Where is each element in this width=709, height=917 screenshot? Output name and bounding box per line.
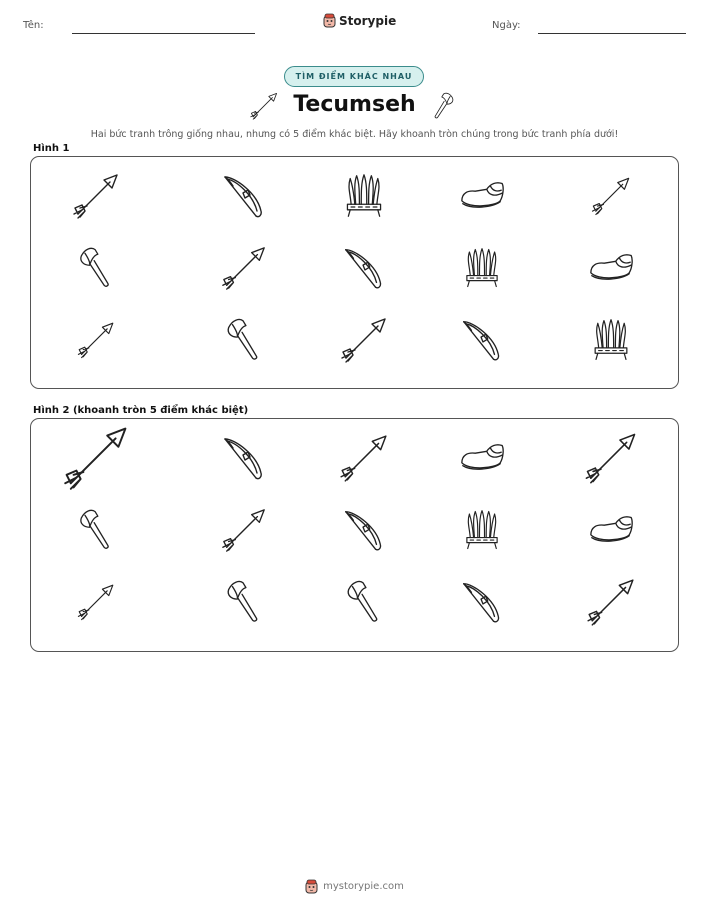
- headdress-icon[interactable]: [461, 247, 503, 289]
- bow-icon[interactable]: [219, 433, 269, 483]
- date-line[interactable]: [538, 33, 686, 34]
- arrow-icon[interactable]: [71, 171, 121, 221]
- bow-icon[interactable]: [458, 316, 506, 364]
- moccasin-icon[interactable]: [587, 506, 635, 554]
- title-axe-icon: [428, 91, 458, 121]
- arrow-icon[interactable]: [76, 320, 116, 360]
- brand-logo: [323, 13, 396, 28]
- headdress-icon[interactable]: [589, 318, 633, 362]
- arrow-icon[interactable]: [339, 315, 389, 365]
- arrow-icon[interactable]: [76, 582, 116, 622]
- picture1-label: Hình 1: [33, 143, 70, 154]
- arrow-icon[interactable]: [220, 244, 268, 292]
- footer: [0, 879, 709, 894]
- axe-icon[interactable]: [340, 578, 388, 626]
- headdress-icon[interactable]: [341, 173, 387, 219]
- arrow-icon[interactable]: [220, 506, 268, 554]
- storypie-mascot-icon: [305, 879, 318, 894]
- moccasin-icon[interactable]: [458, 172, 506, 220]
- arrow-icon[interactable]: [61, 423, 131, 493]
- date-label: Ngày:: [492, 20, 521, 31]
- arrow-icon[interactable]: [583, 430, 639, 486]
- activity-badge: TÌM ĐIỂM KHÁC NHAU: [284, 66, 424, 87]
- moccasin-icon[interactable]: [458, 434, 506, 482]
- headdress-icon[interactable]: [461, 509, 503, 551]
- bow-icon[interactable]: [219, 171, 269, 221]
- moccasin-icon[interactable]: [587, 244, 635, 292]
- name-line[interactable]: [72, 33, 255, 34]
- instructions: Hai bức tranh trông giống nhau, nhưng có 5 điểm khác biệt. Hãy khoanh tròn chúng trong bức tranh phía dưới!: [90, 129, 619, 140]
- axe-icon[interactable]: [220, 578, 268, 626]
- page-title: Tecumseh: [293, 92, 416, 117]
- arrow-icon[interactable]: [585, 576, 637, 628]
- bow-icon[interactable]: [458, 578, 506, 626]
- storypie-mascot-icon: [323, 13, 336, 28]
- arrow-icon[interactable]: [590, 175, 632, 217]
- bow-icon[interactable]: [340, 244, 388, 292]
- bow-icon[interactable]: [340, 506, 388, 554]
- brand-name: Storypie: [339, 13, 397, 28]
- name-label: Tên:: [23, 20, 44, 31]
- picture2-panel[interactable]: [30, 418, 679, 652]
- arrow-icon[interactable]: [338, 432, 390, 484]
- footer-site: mystorypie.com: [323, 881, 404, 892]
- axe-icon[interactable]: [220, 316, 268, 364]
- axe-icon[interactable]: [73, 507, 119, 553]
- picture1-panel[interactable]: [30, 156, 679, 389]
- axe-icon[interactable]: [73, 245, 119, 291]
- picture2-label: Hình 2 (khoanh tròn 5 điểm khác biệt): [33, 405, 249, 416]
